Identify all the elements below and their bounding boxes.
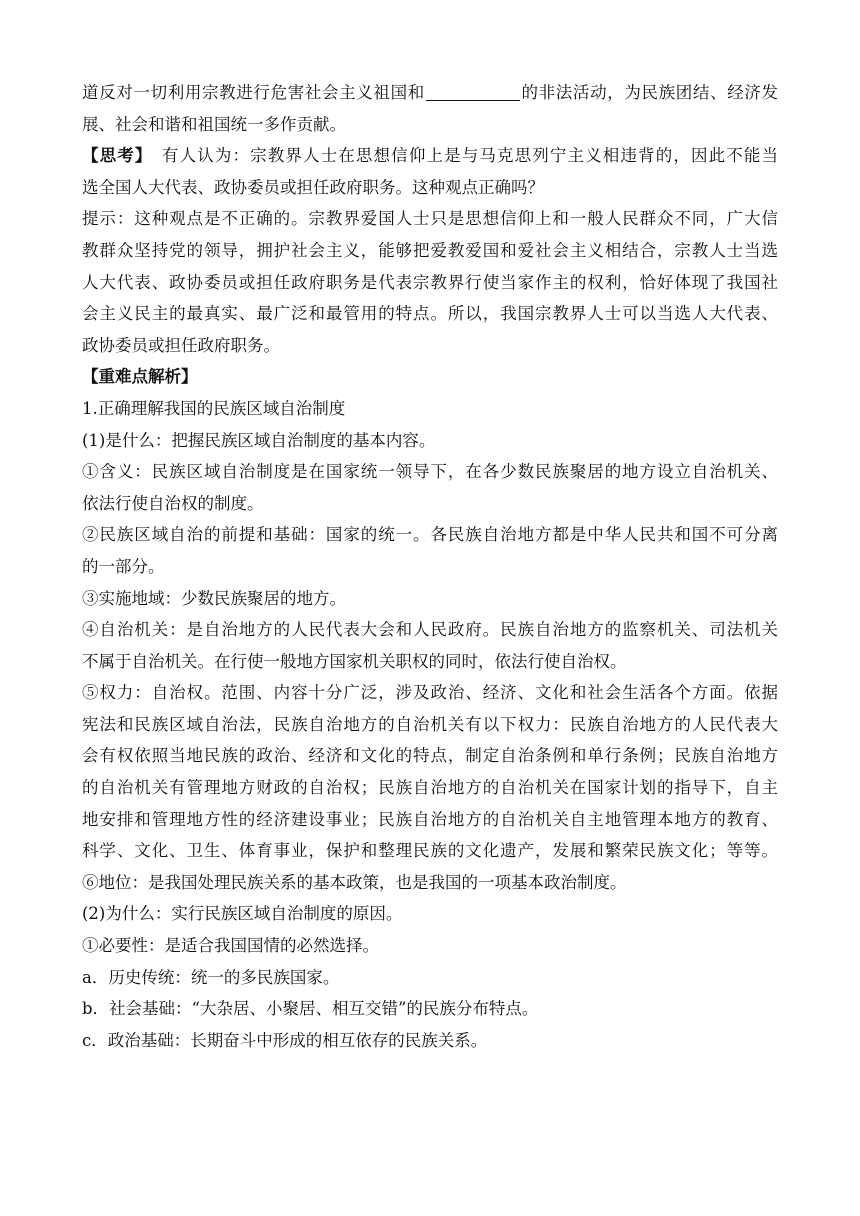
intro-line-1: [82, 77, 778, 109]
why-title: (2)为什么：实行民族区域自治制度的原因。: [82, 904, 403, 924]
hint-line-5: 政协委员或担任政府职务。: [82, 335, 280, 355]
fill-in-blank[interactable]: [426, 82, 520, 101]
reason-b: b．社会基础：“大杂居、小聚居、相互交错”的民族分布特点。: [82, 999, 539, 1019]
think-question-text: 有人认为：宗教界人士在思想信仰上是与马克思列宁主义相违背的，因此不能当: [144, 146, 779, 166]
hint-line-2: 教群众坚持党的领导，拥护社会主义，能够把爱教爱国和爱社会主义相结合，宗教人士当选: [82, 240, 778, 260]
item-4-line-1: ④自治机关：是自治地方的人民代表大会和人民政府。民族自治地方的监察机关、司法机关: [82, 620, 778, 640]
intro-text-before-blank: 道反对一切利用宗教进行危害社会主义祖国和: [82, 83, 425, 102]
item-1-line-2: 依法行使自治权的制度。: [82, 493, 264, 513]
section-1-title: 1.正确理解我国的民族区域自治制度: [82, 398, 346, 418]
hint-line-4: 会主义民主的最真实、最广泛和最管用的特点。所以，我国宗教界人士可以当选人大代表、: [82, 304, 778, 324]
hint-line-1: 提示：这种观点是不正确的。宗教界爱国人士只是思想信仰上和一般人民群众不同，广大信: [82, 209, 778, 229]
item-2-line-1: ②民族区域自治的前提和基础：国家的统一。各民族自治地方都是中华人民共和国不可分离: [82, 525, 778, 545]
item-3: ③实施地域：少数民族聚居的地方。: [82, 588, 346, 608]
analysis-heading: 【重难点解析】: [82, 367, 198, 387]
think-label: 【思考】: [82, 146, 145, 166]
reason-c: c．政治基础：长期奋斗中形成的相互依存的民族关系。: [82, 1030, 488, 1050]
hint-line-3: 人大代表、政协委员或担任政府职务是代表宗教界行使当家作主的权利，恰好体现了我国社: [82, 272, 778, 292]
think-question-line-2: 选全国人大代表、政协委员或担任政府职务。这种观点正确吗？: [82, 177, 544, 197]
intro-text-after-blank: 的非法活动，为民族团结、经济发: [520, 83, 779, 102]
item-5-line-5: 地安排和管理地方性的经济建设事业；民族自治地方的自治机关自主地管理本地方的教育、: [82, 809, 778, 829]
item-5-line-3: 会有权依照当地民族的政治、经济和文化的特点，制定自治条例和单行条例；民族自治地方: [82, 746, 778, 766]
what-title: (1)是什么：把握民族区域自治制度的基本内容。: [82, 430, 436, 450]
item-4-line-2: 不属于自治机关。在行使一般地方国家机关职权的同时，依法行使自治权。: [82, 651, 627, 671]
item-5-line-6: 科学、文化、卫生、体育事业，保护和整理民族的文化遗产，发展和繁荣民族文化；等等。: [82, 841, 778, 861]
item-5-line-4: 的自治机关有管理地方财政的自治权；民族自治地方的自治机关在国家计划的指导下，自主: [82, 778, 778, 798]
item-1-line-1: ①含义：民族区域自治制度是在国家统一领导下，在各少数民族聚居的地方设立自治机关、: [82, 462, 778, 482]
reason-1: ①必要性：是适合我国国情的必然选择。: [82, 936, 379, 956]
item-2-line-2: 的一部分。: [82, 556, 165, 576]
item-5-line-1: ⑤权力：自治权。范围、内容十分广泛，涉及政治、经济、文化和社会生活各个方面。依据: [82, 683, 778, 703]
intro-line-2: 展、社会和谐和祖国统一多作贡献。: [82, 114, 346, 134]
reason-a: a．历史传统：统一的多民族国家。: [82, 967, 340, 987]
think-question-line-1: [82, 140, 778, 172]
item-5-line-2: 宪法和民族区域自治法，民族自治地方的自治机关有以下权力：民族自治地方的人民代表大: [82, 714, 778, 734]
item-6: ⑥地位：是我国处理民族关系的基本政策，也是我国的一项基本政治制度。: [82, 872, 627, 892]
